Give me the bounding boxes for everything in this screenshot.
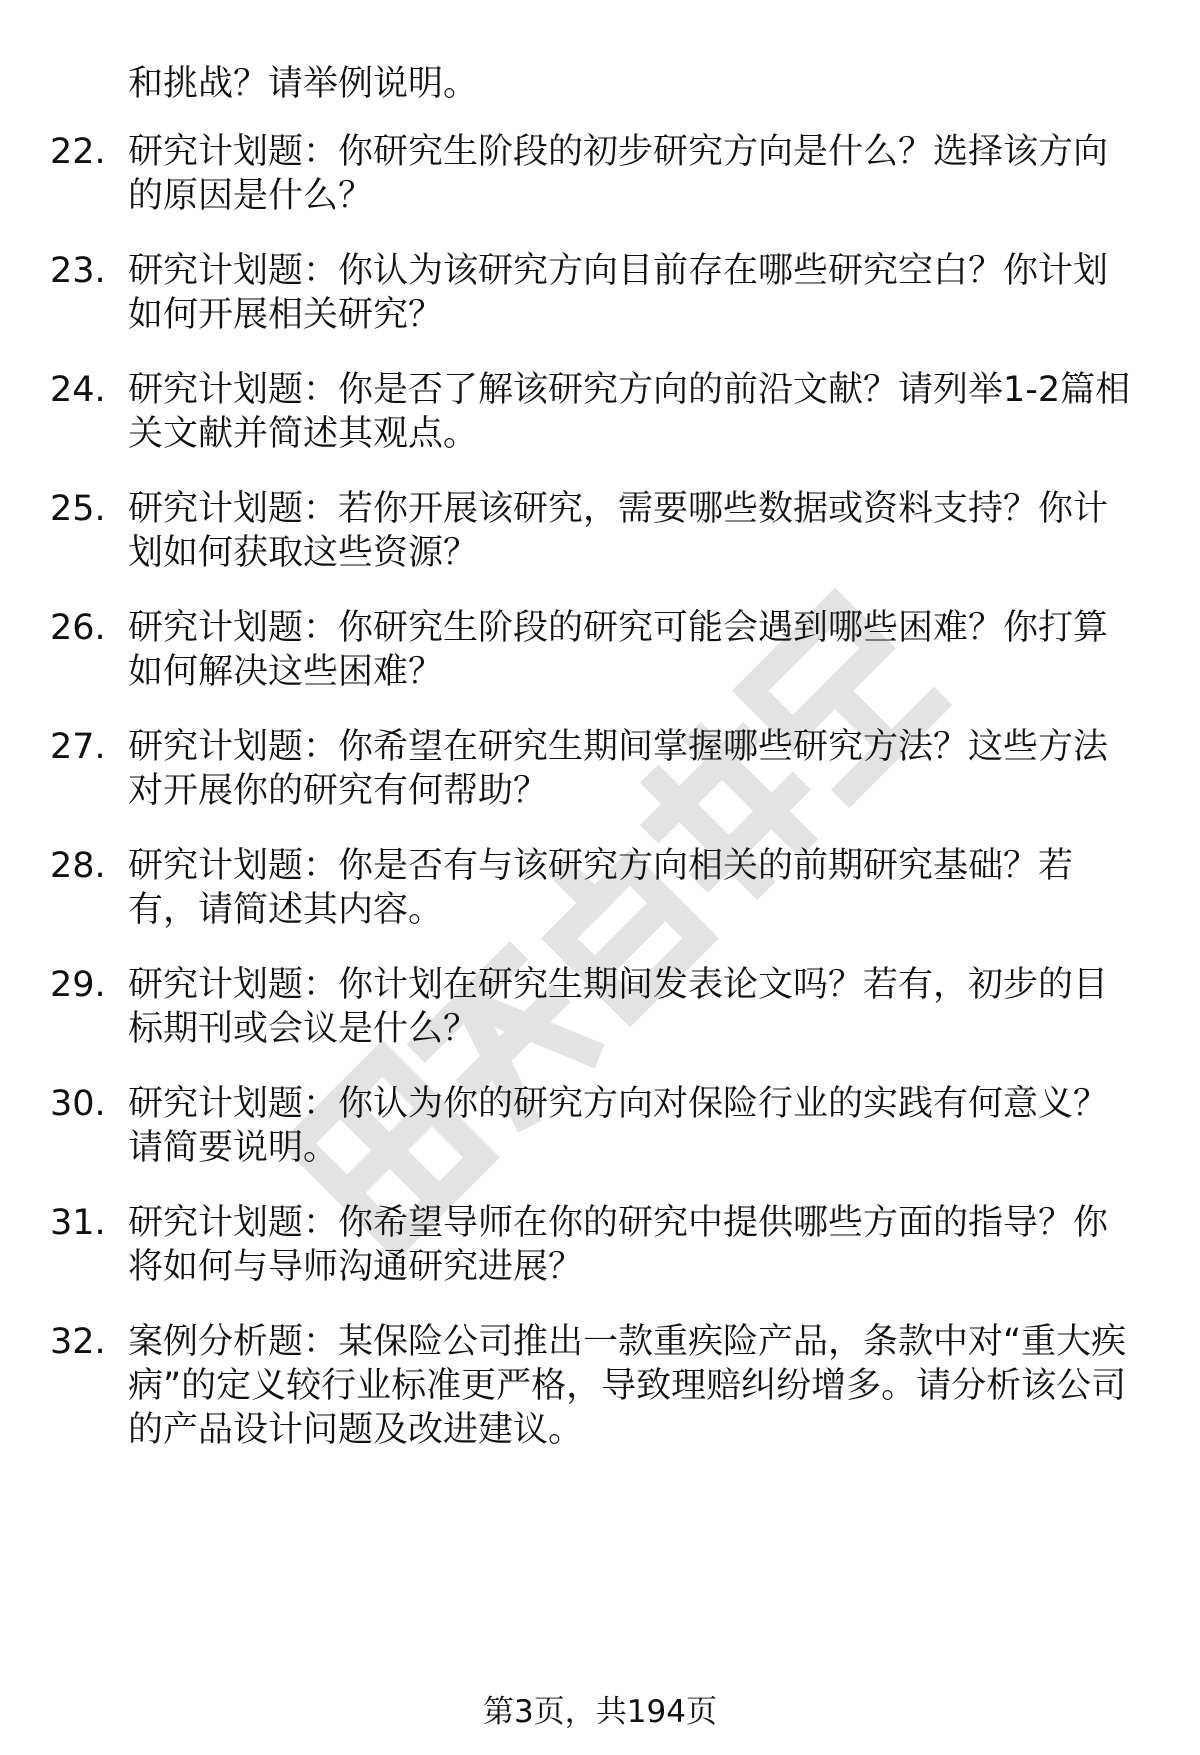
question-number: 25. bbox=[50, 489, 106, 529]
question-text: 研究计划题：你认为你的研究方向对保险行业的实践有何意义？请简要说明。 bbox=[128, 1084, 1109, 1168]
question-number: 24. bbox=[50, 370, 106, 410]
question-number: 31. bbox=[50, 1203, 106, 1243]
question-text: 研究计划题：你希望在研究生期间掌握哪些研究方法？这些方法对开展你的研究有何帮助？ bbox=[128, 727, 1109, 811]
question-number: 28. bbox=[50, 846, 106, 886]
question-number: 27. bbox=[50, 727, 106, 767]
question-text: 研究计划题：你希望导师在你的研究中提供哪些方面的指导？你将如何与导师沟通研究进展？ bbox=[128, 1203, 1109, 1287]
question-number: 26. bbox=[50, 608, 106, 648]
page-number: 第3页，共194页 bbox=[483, 1694, 717, 1730]
question-text: 研究计划题：你研究生阶段的初步研究方向是什么？选择该方向的原因是什么？ bbox=[128, 132, 1109, 216]
question-number: 30. bbox=[50, 1084, 106, 1124]
question-text: 研究计划题：你研究生阶段的研究可能会遇到哪些困难？你打算如何解决这些困难？ bbox=[128, 608, 1109, 692]
question-number: 23. bbox=[50, 251, 106, 291]
question-number: 32. bbox=[50, 1322, 106, 1362]
continued-question-text: 和挑战？请举例说明。 bbox=[128, 64, 479, 104]
question-text: 研究计划题：你是否有与该研究方向相关的前期研究基础？若有，请简述其内容。 bbox=[128, 846, 1074, 930]
question-text: 研究计划题：你是否了解该研究方向的前沿文献？请列举1-2篇相关文献并简述其观点。 bbox=[128, 370, 1131, 454]
question-text: 研究计划题：若你开展该研究，需要哪些数据或资料支持？你计划如何获取这些资源？ bbox=[128, 489, 1109, 573]
question-number: 29. bbox=[50, 965, 106, 1005]
question-text: 研究计划题：你认为该研究方向目前存在哪些研究空白？你计划如何开展相关研究？ bbox=[128, 251, 1109, 335]
question-number: 22. bbox=[50, 132, 106, 172]
question-text: 案例分析题：某保险公司推出一款重疾险产品，条款中对“重大疾病”的定义较行业标准更严格，导致理赔纠纷增多。请分析该公司的产品设计问题及改进建议。 bbox=[128, 1322, 1127, 1450]
question-text: 研究计划题：你计划在研究生期间发表论文吗？若有，初步的目标期刊或会议是什么？ bbox=[128, 965, 1109, 1049]
